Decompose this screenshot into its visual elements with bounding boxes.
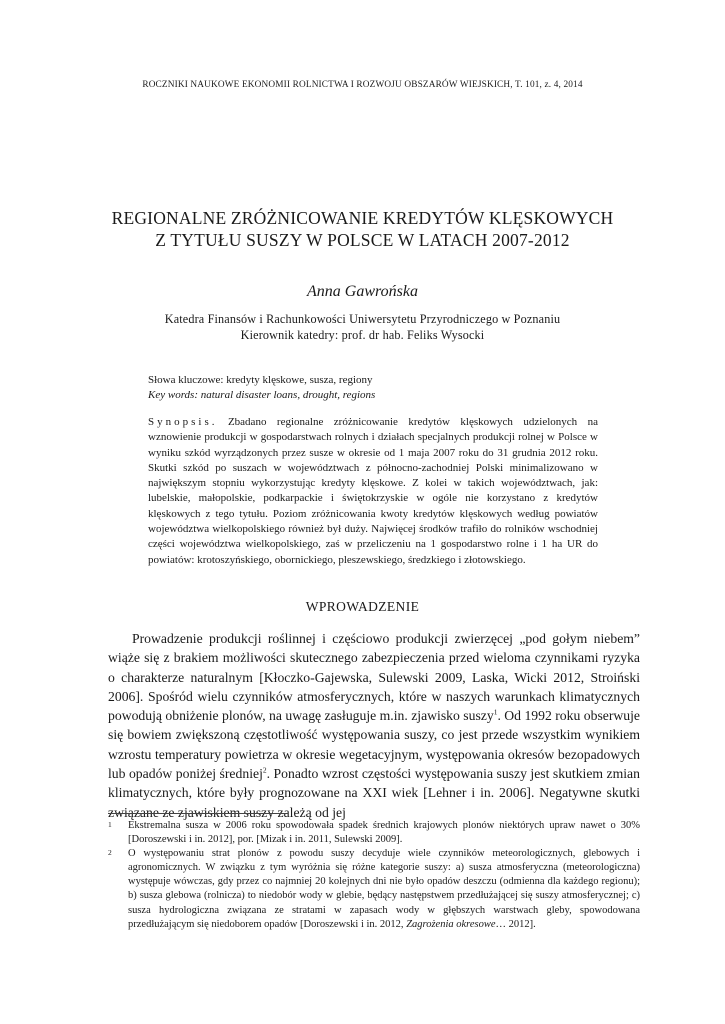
- author-name: Anna Gawrońska: [307, 283, 418, 300]
- affiliation: [0, 311, 725, 343]
- title-line-2: Z TYTUŁU SUSZY W POLSCE W LATACH 2007-2012: [155, 230, 570, 250]
- footnotes: [108, 819, 640, 932]
- footnote-text: Ekstremalna susza w 2006 roku spowodowała spadek średnich krajowych plonów niektórych upraw nawet o 30% [Doroszewski i in. 2012], por. [Mizak i in. 2011, Sulewski 2009].: [128, 820, 640, 846]
- footnote-divider: [108, 813, 288, 814]
- synopsis-text: Zbadano regionalne zróżnicowanie kredytów klęskowych udzielonych na wznowienie produkcji w gospodarstwach rolnych i działach specjalnych produkcji rolnej w Polsce w wyniku szkód wyrządzonych przez susze w okresie od 1 maja 2007 roku do 31 grudnia 2012 roku. Skutki szkód po suszach w województwach z północno-zachodniej Polski minimalizowano w największym stopniu wykorzystując kredyty klęskowe. Z kolei w takich województwach, jak: lubelskie, małopolskie, podkarpackie i świętokrzyskie w ogóle nie korzystano z kredytów klęskowych z tego tytułu. Poziom zróżnicowania kwoty kredytów klęskowych według powiatów województwa wielkopolskiego również był duży. Najwięcej środków trafiło do rolników wschodniej części województwa wielkopolskiego, zaś w przeliczeniu na 1 gospodarstwo rolne i 1 ha UR do powiatów: krotoszyńskiego, obornickiego, pleszewskiego, średzkiego i złotowskiego.: [148, 416, 598, 566]
- section-heading: WPROWADZENIE: [305, 599, 420, 614]
- title-line-1: REGIONALNE ZRÓŻNICOWANIE KREDYTÓW KLĘSKOWYCH: [111, 208, 614, 228]
- footnote-italic-title: Zagrożenia okresowe: [406, 918, 496, 930]
- synopsis-label: Synopsis.: [148, 416, 218, 428]
- keywords-pl: Słowa kluczowe: kredyty klęskowe, susza, regiony: [148, 374, 373, 386]
- footnote-ref-1: 1: [493, 707, 498, 717]
- intro-paragraph: [108, 629, 640, 822]
- affiliation-line-2: Kierownik katedry: prof. dr hab. Feliks Wysocki: [240, 328, 485, 342]
- keywords-en: Key words: natural disaster loans, drought, regions: [148, 388, 376, 401]
- footnote-2: [108, 847, 640, 932]
- intro-text-3: . Ponadto wzrost częstości występowania suszy jest skutkiem zmian klimatycznych, które były prognozowane na XXI wiek [Lehner i in. 2006]. Negatywne skutki związane ze zjawiskiem suszy zależą od jej: [108, 766, 640, 820]
- footnote-1: [108, 819, 640, 847]
- footnote-number: 1: [108, 820, 112, 829]
- footnote-text: O występowaniu strat plonów z powodu suszy decyduje wiele czynników meteorologicznych, glebowych i agronomicznych. W związku z tym wyróżnia się różne kategorie suszy: a) susza atmosferyczna (meteorologiczna) występuje wówczas, gdy przez co najmniej 20 kolejnych dni nie było opadów deszczu (odmienna dla każdego regionu); b) susza glebowa (rolnicza) to niedobór wody w glebie, będący następstwem przedłużającej się suszy atmosferycznej; c) susza hydrologiczna związana ze stratami w zapasach wody w głębszych warstwach gleby, spowodowana przedłużającym się niedoborem opadów [Doroszewski i in. 2012,: [128, 848, 640, 930]
- synopsis: [148, 415, 598, 568]
- footnote-number: 2: [108, 848, 112, 858]
- intro-text-1: Prowadzenie produkcji roślinnej i częściowo produkcji zwierzęcej „pod gołym niebem” wiąże się z brakiem możliwości skutecznego zabezpieczenia przed wieloma czynnikami ryzyka o charakterze naturalnym [Kłoczko-Gajewska, Sulewski 2009, Laska, Wicki 2012, Stroiński 2006]. Spośród wielu czynników atmosferycznych, które w naszych warunkach klimatycznych powodują obniżenie plonów, na uwagę zasługuje m.in. zjawisko suszy: [108, 631, 640, 724]
- running-head: ROCZNIKI NAUKOWE EKONOMII ROLNICTWA I ROZWOJU OBSZARÓW WIEJSKICH, T. 101, z. 4, 2014: [142, 80, 583, 90]
- keywords-block: [148, 373, 598, 402]
- paper-title: [60, 207, 665, 251]
- footnote-ref-2: 2: [262, 765, 267, 775]
- intro-text-2: . Od 1992 roku obserwuje się bowiem zwiększoną częstotliwość występowania suszy, co jest przede wszystkim wynikiem wzrostu temperatury powietrza w okresie wegetacyjnym, występowania okresów bezopadowych lub opadów poniżej średniej: [108, 708, 641, 782]
- footnote-text-end: … 2012].: [495, 918, 536, 930]
- affiliation-line-1: Katedra Finansów i Rachunkowości Uniwersytetu Przyrodniczego w Poznaniu: [164, 312, 561, 326]
